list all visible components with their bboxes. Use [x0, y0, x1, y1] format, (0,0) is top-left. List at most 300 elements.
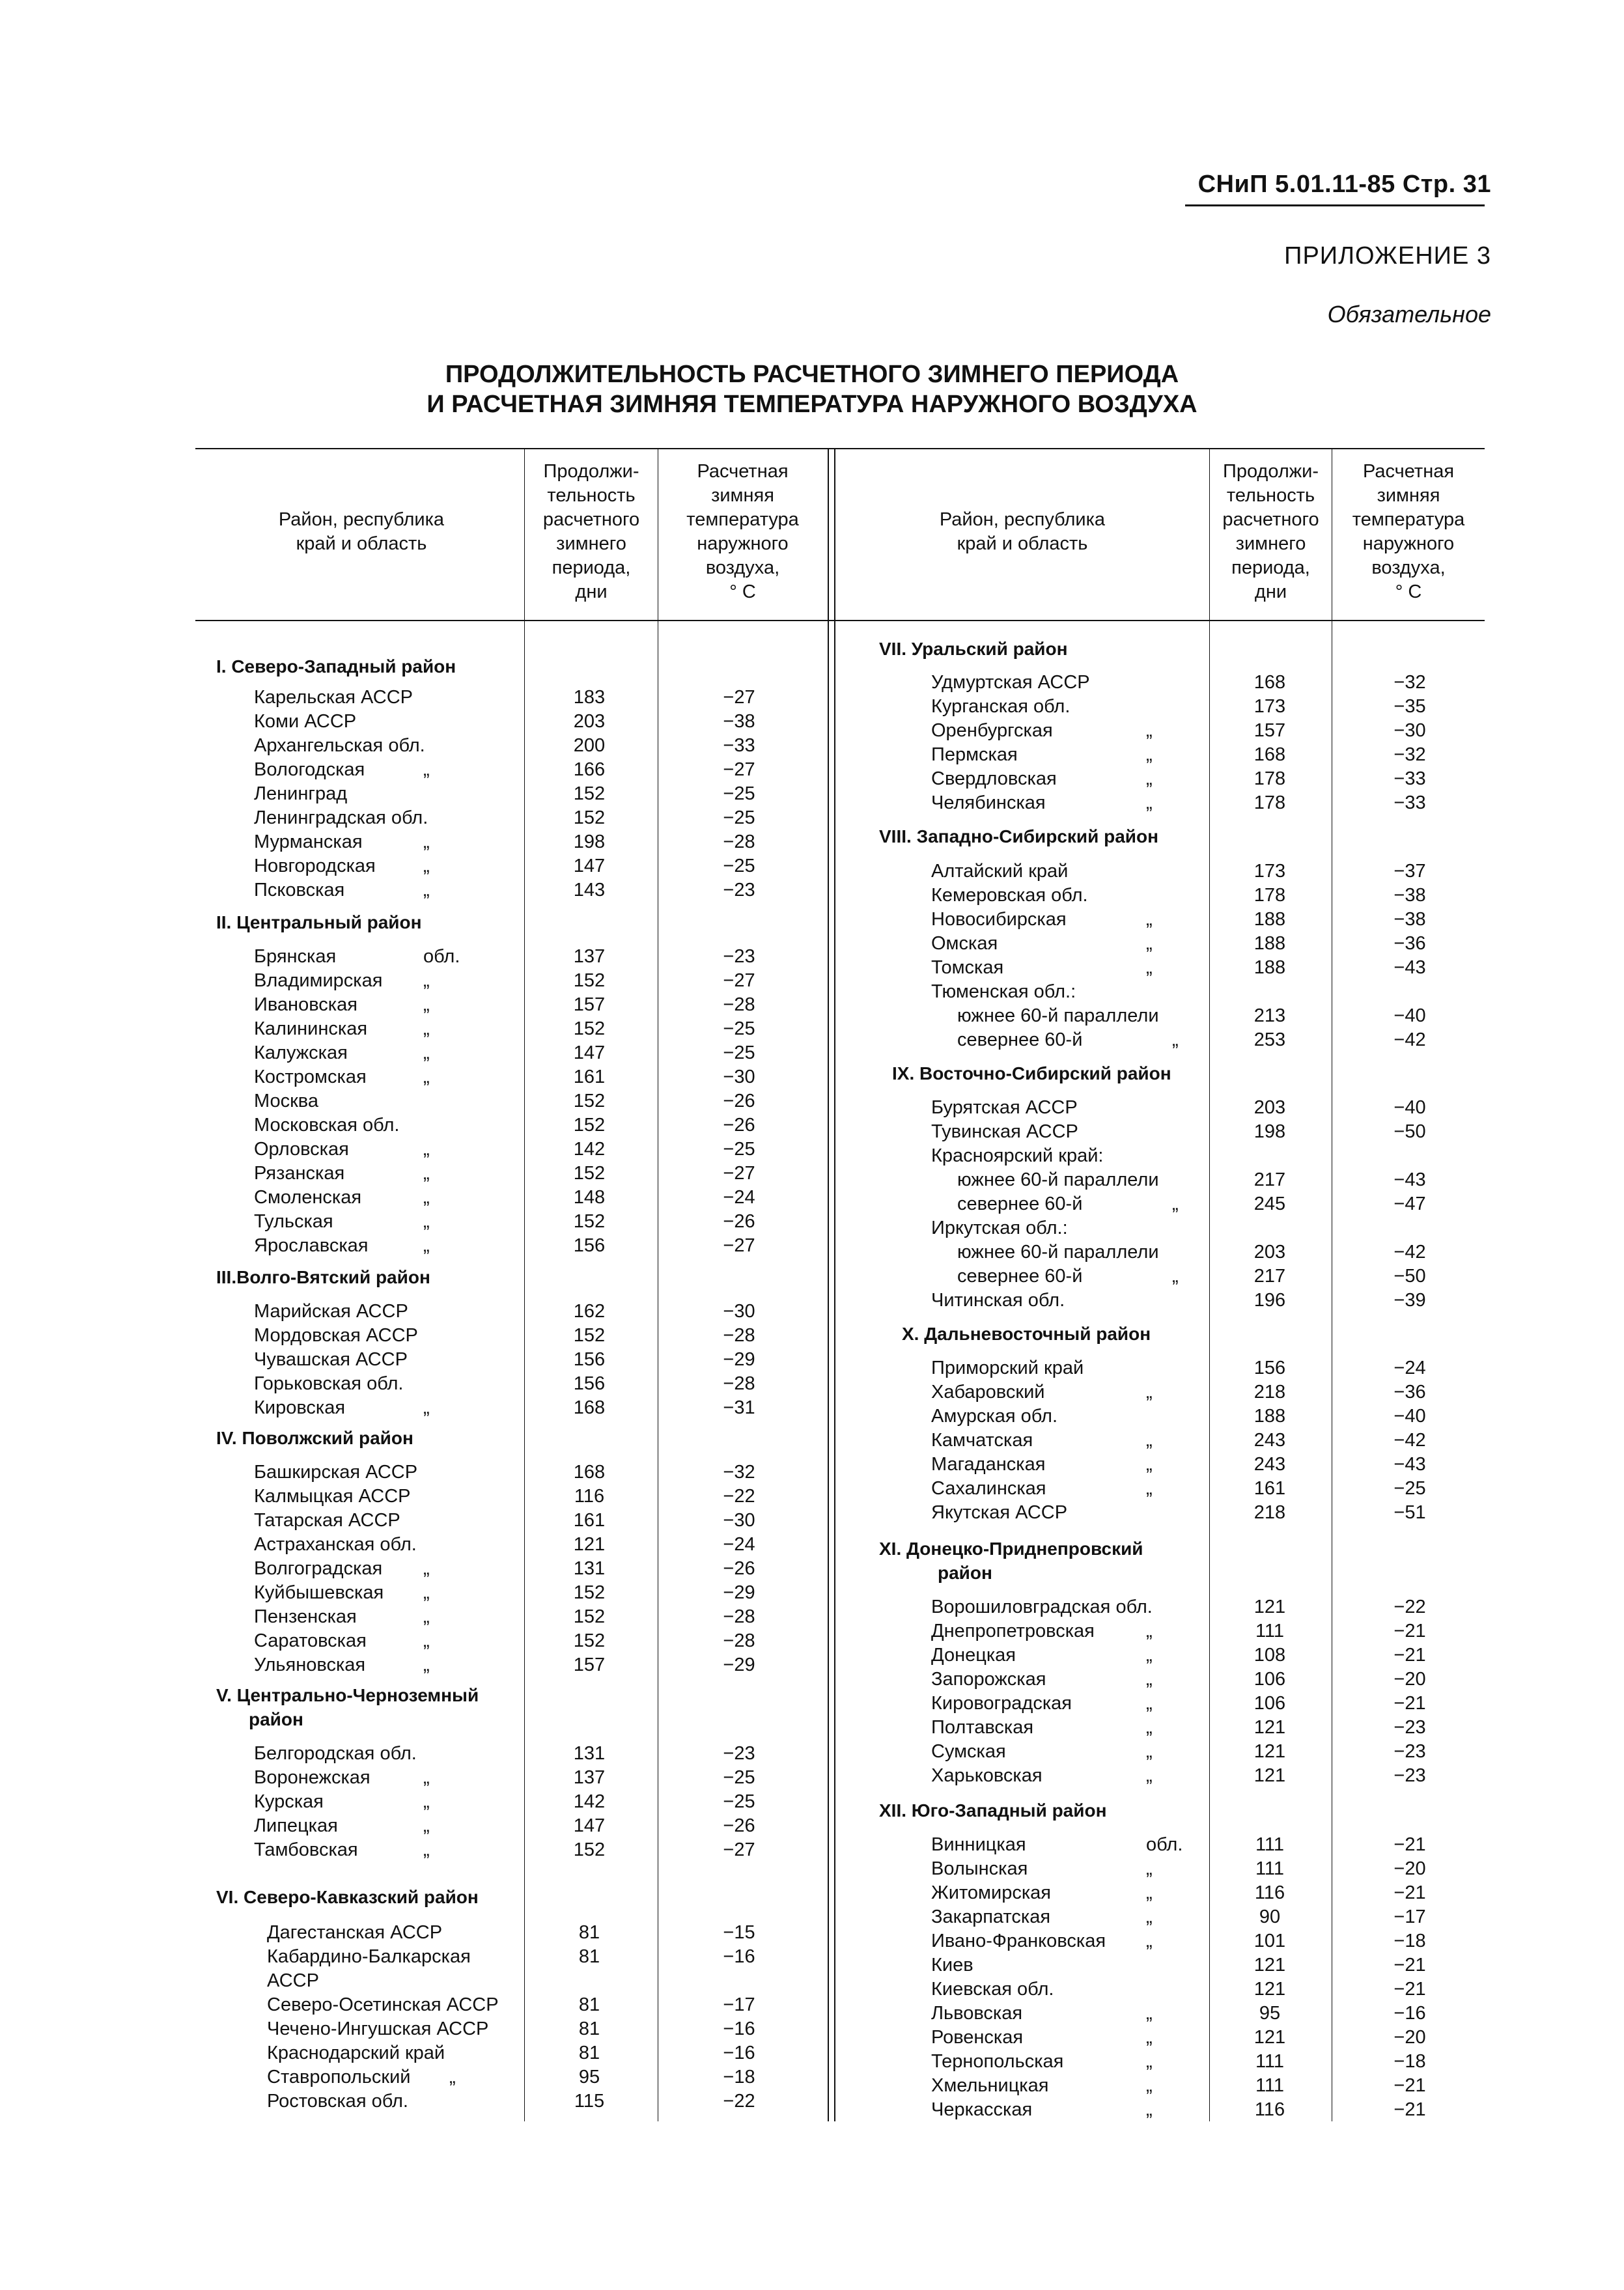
duration-days: 116: [574, 1486, 605, 1507]
center-divider-a: [828, 448, 829, 2121]
duration-header-line: зимнего: [1235, 533, 1306, 554]
region-header-line: Район, республика: [939, 509, 1106, 530]
region-header-line: край и область: [957, 533, 1088, 554]
design-temperature: −23: [1393, 1765, 1426, 1786]
duration-days: 152: [573, 1582, 606, 1603]
design-temperature: −16: [723, 1946, 755, 1967]
duration-days: 156: [573, 1235, 606, 1256]
design-temperature: −32: [723, 1462, 755, 1483]
area-name: южнее 60-й параллели: [957, 1169, 1159, 1190]
design-temperature: −17: [1393, 1906, 1426, 1927]
duration-days: 131: [573, 1743, 606, 1764]
area-name: Волгоградская: [254, 1558, 383, 1579]
design-temperature: −23: [723, 946, 755, 967]
region-group-name: XII. Юго-Западный район: [879, 1800, 1107, 1821]
title-line-2: И РАСЧЕТНАЯ ЗИМНЯЯ ТЕМПЕРАТУРА НАРУЖНОГО ВОЗДУХА: [427, 391, 1197, 418]
design-temperature: −25: [723, 1042, 755, 1063]
duration-days: 196: [1253, 1290, 1286, 1311]
area-name: Ульяновская: [254, 1655, 366, 1675]
duration-days: 152: [573, 1606, 606, 1627]
design-temperature: −26: [723, 1815, 755, 1836]
duration-days: 152: [573, 1163, 606, 1184]
duration-days: 108: [1253, 1645, 1286, 1666]
design-temperature: −20: [1393, 2027, 1426, 2048]
design-temperature: −24: [723, 1187, 755, 1208]
duration-days: 142: [573, 1791, 606, 1812]
design-temperature: −51: [1393, 1502, 1426, 1523]
area-name: Якутская АССР: [931, 1502, 1068, 1523]
area-name: Хабаровский: [931, 1382, 1045, 1403]
temperature-header-line: воздуха,: [1371, 557, 1446, 578]
duration-days: 166: [573, 759, 606, 780]
design-temperature: −16: [723, 2018, 755, 2039]
ditto-mark: обл.: [1146, 1834, 1183, 1855]
design-temperature: −25: [723, 856, 755, 876]
region-group-name: V. Центрально-Черноземный: [216, 1685, 479, 1705]
center-divider-b: [834, 448, 835, 2121]
design-temperature: −30: [723, 1301, 755, 1322]
duration-days: 90: [1259, 1906, 1281, 1927]
design-temperature: −40: [1393, 1097, 1426, 1118]
ditto-mark: „: [1146, 1382, 1153, 1403]
area-name: Москва: [254, 1091, 319, 1111]
design-temperature: −23: [1393, 1741, 1426, 1762]
ditto-mark: „: [1146, 1906, 1153, 1927]
duration-days: 152: [573, 1115, 606, 1136]
left-duration-divider: [524, 448, 525, 2121]
ditto-mark: „: [423, 1791, 430, 1812]
duration-days: 137: [573, 1767, 606, 1788]
ditto-mark: „: [423, 1235, 430, 1256]
area-name: Киев: [931, 1955, 973, 1976]
duration-days: 188: [1253, 1406, 1286, 1427]
duration-days: 200: [573, 735, 606, 756]
area-name: Тульская: [254, 1211, 333, 1232]
design-temperature: −31: [723, 1397, 755, 1418]
ditto-mark: „: [1146, 744, 1153, 765]
area-name: Запорожская: [931, 1669, 1046, 1690]
area-name: Амурская обл.: [931, 1406, 1058, 1427]
duration-days: 161: [573, 1510, 606, 1531]
design-temperature: −40: [1393, 1406, 1426, 1427]
area-name: Карельская АССР: [254, 687, 413, 708]
duration-days: 162: [573, 1301, 606, 1322]
mandatory-label: Обязательное: [1327, 301, 1491, 328]
ditto-mark: „: [423, 970, 430, 991]
duration-days: 178: [1253, 792, 1286, 813]
duration-header-line: дни: [1254, 581, 1287, 602]
area-name: Рязанская: [254, 1163, 345, 1184]
ditto-mark: „: [1172, 1194, 1179, 1214]
design-temperature: −26: [723, 1211, 755, 1232]
ditto-mark: „: [423, 1606, 430, 1627]
duration-days: 95: [1259, 2003, 1281, 2024]
duration-days: 148: [573, 1187, 606, 1208]
region-group-name: X. Дальневосточный район: [902, 1324, 1151, 1344]
area-name: Курская: [254, 1791, 324, 1812]
duration-days: 198: [1253, 1121, 1286, 1142]
design-temperature: −18: [1393, 2051, 1426, 2072]
right-temperature-header: [1334, 460, 1483, 604]
temperature-header-line: ° С: [729, 581, 756, 602]
design-temperature: −50: [1393, 1266, 1426, 1287]
duration-days: 137: [573, 946, 606, 967]
ditto-mark: „: [1146, 2003, 1153, 2024]
duration-days: 152: [573, 1839, 606, 1860]
area-name: Красноярский край:: [931, 1145, 1104, 1166]
design-temperature: −28: [723, 1373, 755, 1394]
design-temperature: −29: [723, 1349, 755, 1370]
duration-days: 147: [573, 1042, 606, 1063]
duration-days: 147: [573, 856, 606, 876]
design-temperature: −43: [1393, 1454, 1426, 1475]
area-name: Вологодская: [254, 759, 365, 780]
area-name: Ленинград: [254, 783, 348, 804]
right-region-header: [840, 508, 1205, 556]
area-name: Томская: [931, 957, 1004, 978]
duration-days: 245: [1253, 1194, 1286, 1214]
duration-header-line: дни: [575, 581, 608, 602]
design-temperature: −38: [1393, 885, 1426, 906]
duration-days: 152: [573, 807, 606, 828]
area-name: Кировоградская: [931, 1693, 1072, 1714]
temperature-header-line: наружного: [1362, 533, 1455, 554]
region-group-name: VIII. Западно-Сибирский район: [879, 826, 1159, 846]
duration-days: 168: [1253, 672, 1286, 693]
design-temperature: −32: [1393, 672, 1426, 693]
design-temperature: −18: [1393, 1931, 1426, 1951]
temperature-header-line: Расчетная: [697, 461, 789, 482]
duration-days: 156: [573, 1349, 606, 1370]
region-header-line: Район, республика: [278, 509, 445, 530]
area-name: Оренбургская: [931, 720, 1053, 741]
ditto-mark: „: [423, 1067, 430, 1087]
duration-days: 217: [1253, 1169, 1286, 1190]
duration-days: 116: [1254, 2099, 1285, 2120]
title-line-1: ПРОДОЛЖИТЕЛЬНОСТЬ РАСЧЕТНОГО ЗИМНЕГО ПЕРИОДА: [445, 361, 1179, 388]
design-temperature: −27: [723, 970, 755, 991]
ditto-mark: „: [1146, 2099, 1153, 2120]
design-temperature: −27: [723, 1163, 755, 1184]
duration-days: 168: [1253, 744, 1286, 765]
area-name: Ростовская обл.: [267, 2091, 408, 2112]
area-name: Бурятская АССР: [931, 1097, 1078, 1118]
duration-days: 111: [1255, 2075, 1285, 2096]
area-name: Тамбовская: [254, 1839, 358, 1860]
duration-days: 111: [1255, 1858, 1285, 1879]
duration-days: 161: [1253, 1478, 1286, 1499]
right-duration-header: [1211, 460, 1330, 604]
duration-days: 121: [573, 1534, 606, 1555]
duration-header-line: тельность: [547, 485, 636, 506]
ditto-mark: „: [423, 880, 430, 901]
design-temperature: −22: [723, 2091, 755, 2112]
duration-days: 111: [1255, 2051, 1285, 2072]
design-temperature: −21: [1393, 2075, 1426, 2096]
area-name: Татарская АССР: [254, 1510, 400, 1531]
area-name: Хмельницкая: [931, 2075, 1049, 2096]
ditto-mark: „: [1146, 1621, 1153, 1641]
duration-days: 152: [573, 1630, 606, 1651]
duration-header-line: Продолжи-: [1222, 461, 1319, 482]
ditto-mark: „: [1146, 792, 1153, 813]
area-name: Куйбышевская: [254, 1582, 384, 1603]
duration-days: 198: [573, 831, 606, 852]
area-name: Краснодарский край: [267, 2043, 445, 2063]
duration-days: 95: [578, 2067, 600, 2088]
design-temperature: −16: [1393, 2003, 1426, 2024]
design-temperature: −28: [723, 1606, 755, 1627]
area-name: Тувинская АССР: [931, 1121, 1078, 1142]
design-temperature: −23: [1393, 1717, 1426, 1738]
area-name: севернее 60-й: [957, 1266, 1083, 1287]
ditto-mark: „: [1146, 1693, 1153, 1714]
duration-header-line: зимнего: [556, 533, 626, 554]
area-name: Ленинградская обл.: [254, 807, 428, 828]
duration-days: 156: [1253, 1358, 1286, 1378]
duration-days: 116: [1254, 1882, 1285, 1903]
area-name: Волынская: [931, 1858, 1028, 1879]
duration-days: 168: [573, 1397, 606, 1418]
design-temperature: −22: [1393, 1597, 1426, 1617]
area-name: Мурманская: [254, 831, 363, 852]
area-name: Магаданская: [931, 1454, 1046, 1475]
duration-days: 81: [578, 1946, 600, 1967]
area-name: Дагестанская АССР: [267, 1922, 443, 1943]
duration-days: 203: [573, 711, 606, 732]
duration-days: 121: [1253, 1955, 1286, 1976]
area-name: Горьковская обл.: [254, 1373, 404, 1394]
design-temperature: −25: [723, 807, 755, 828]
duration-days: 243: [1253, 1430, 1286, 1451]
ditto-mark: „: [423, 1558, 430, 1579]
design-temperature: −27: [723, 687, 755, 708]
ditto-mark: „: [423, 1018, 430, 1039]
design-temperature: −25: [723, 1791, 755, 1812]
duration-days: 157: [573, 1655, 606, 1675]
area-name: Калужская: [254, 1042, 348, 1063]
ditto-mark: „: [423, 1655, 430, 1675]
area-name: Архангельская обл.: [254, 735, 425, 756]
ditto-mark: „: [1146, 1454, 1153, 1475]
area-name: Курганская обл.: [931, 696, 1071, 717]
area-name: Винницкая: [931, 1834, 1026, 1855]
design-temperature: −30: [723, 1510, 755, 1531]
ditto-mark: „: [423, 994, 430, 1015]
ditto-mark: „: [1146, 1669, 1153, 1690]
area-name: Черкасская: [931, 2099, 1033, 2120]
ditto-mark: „: [1146, 2075, 1153, 2096]
area-name: Тернопольская: [931, 2051, 1064, 2072]
ditto-mark: „: [1172, 1029, 1179, 1050]
design-temperature: −33: [1393, 792, 1426, 813]
ditto-mark: „: [423, 759, 430, 780]
duration-header-line: тельность: [1226, 485, 1315, 506]
region-group-name: III.Волго-Вятский район: [216, 1267, 430, 1287]
region-group-name: VI. Северо-Кавказский район: [216, 1887, 479, 1907]
left-region-header: [202, 508, 521, 556]
document-code: СНиП 5.01.11-85 Стр. 31: [1197, 171, 1491, 198]
duration-header-line: Продолжи-: [543, 461, 639, 482]
area-name: Мордовская АССР: [254, 1325, 418, 1346]
duration-days: 203: [1253, 1242, 1286, 1263]
design-temperature: −23: [723, 880, 755, 901]
duration-days: 253: [1253, 1029, 1286, 1050]
duration-days: 178: [1253, 885, 1286, 906]
duration-days: 156: [573, 1373, 606, 1394]
area-name: Ярославская: [254, 1235, 369, 1256]
design-temperature: −33: [1393, 768, 1426, 789]
area-name: Кировская: [254, 1397, 346, 1418]
area-name: Кабардино-Балкарская: [267, 1946, 471, 1967]
duration-days: 213: [1253, 1005, 1286, 1026]
temperature-header-line: температура: [686, 509, 799, 530]
duration-days: 188: [1253, 933, 1286, 954]
duration-days: 143: [573, 880, 606, 901]
area-name: Чувашская АССР: [254, 1349, 408, 1370]
design-temperature: −33: [723, 735, 755, 756]
area-name: Новгородская: [254, 856, 376, 876]
design-temperature: −25: [723, 1767, 755, 1788]
area-name: севернее 60-й: [957, 1029, 1083, 1050]
design-temperature: −38: [723, 711, 755, 732]
duration-header-line: расчетного: [542, 509, 640, 530]
ditto-mark: „: [1146, 1931, 1153, 1951]
duration-days: 81: [578, 2018, 600, 2039]
temperature-header-line: воздуха,: [705, 557, 780, 578]
area-name: Калмыцкая АССР: [254, 1486, 411, 1507]
design-temperature: −21: [1393, 1882, 1426, 1903]
duration-days: 121: [1253, 1741, 1286, 1762]
area-name: Владимирская: [254, 970, 383, 991]
table-title: [0, 359, 1624, 419]
ditto-mark: „: [1146, 957, 1153, 978]
area-name: Донецкая: [931, 1645, 1016, 1666]
design-temperature: −26: [723, 1558, 755, 1579]
temperature-header-line: зимняя: [1377, 485, 1440, 506]
design-temperature: −28: [723, 1325, 755, 1346]
area-name: Удмуртская АССР: [931, 672, 1090, 693]
duration-days: 217: [1253, 1266, 1286, 1287]
duration-days: 111: [1255, 1834, 1285, 1855]
design-temperature: −36: [1393, 933, 1426, 954]
area-name: Камчатская: [931, 1430, 1033, 1451]
ditto-mark: „: [423, 856, 430, 876]
design-temperature: −24: [1393, 1358, 1426, 1378]
area-name: южнее 60-й параллели: [957, 1242, 1159, 1263]
duration-days: 81: [578, 1994, 600, 2015]
area-name: Омская: [931, 933, 998, 954]
design-temperature: −21: [1393, 2099, 1426, 2120]
duration-days: 152: [573, 1091, 606, 1111]
design-temperature: −50: [1393, 1121, 1426, 1142]
duration-header-line: расчетного: [1222, 509, 1319, 530]
temperature-header-line: зимняя: [711, 485, 774, 506]
region-header-line: край и область: [296, 533, 427, 554]
design-temperature: −26: [723, 1091, 755, 1111]
duration-days: 173: [1253, 696, 1286, 717]
duration-days: 101: [1253, 1931, 1286, 1951]
area-name: севернее 60-й: [957, 1194, 1083, 1214]
table-top-rule: [195, 448, 1485, 449]
area-name: Житомирская: [931, 1882, 1051, 1903]
area-name: Челябинская: [931, 792, 1046, 813]
area-name: Львовская: [931, 2003, 1023, 2024]
design-temperature: −25: [723, 1139, 755, 1160]
ditto-mark: „: [1146, 1882, 1153, 1903]
duration-days: 81: [578, 1922, 600, 1943]
ditto-mark: „: [423, 1042, 430, 1063]
design-temperature: −42: [1393, 1029, 1426, 1050]
design-temperature: −42: [1393, 1242, 1426, 1263]
area-name: Ворошиловградская обл.: [931, 1597, 1153, 1617]
duration-header-line: периода,: [1231, 557, 1310, 578]
area-name: Свердловская: [931, 768, 1057, 789]
area-name: Саратовская: [254, 1630, 367, 1651]
ditto-mark: „: [1146, 2027, 1153, 2048]
area-name: Ровенская: [931, 2027, 1024, 2048]
ditto-mark: „: [1146, 768, 1153, 789]
area-name: Воронежская: [254, 1767, 371, 1788]
design-temperature: −28: [723, 994, 755, 1015]
duration-days: 106: [1253, 1693, 1286, 1714]
design-temperature: −21: [1393, 1979, 1426, 2000]
duration-days: 152: [573, 970, 606, 991]
ditto-mark: „: [1146, 720, 1153, 741]
duration-days: 218: [1253, 1502, 1286, 1523]
area-name: Приморский край: [931, 1358, 1084, 1378]
ditto-mark: „: [423, 1630, 430, 1651]
region-group-name: II. Центральный район: [216, 912, 422, 932]
ditto-mark: „: [423, 1211, 430, 1232]
design-temperature: −42: [1393, 1430, 1426, 1451]
table-header-rule: [195, 620, 1485, 621]
area-name: Орловская: [254, 1139, 349, 1160]
design-temperature: −26: [723, 1115, 755, 1136]
duration-days: 152: [573, 1211, 606, 1232]
ditto-mark: „: [423, 831, 430, 852]
area-name: Белгородская обл.: [254, 1743, 417, 1764]
design-temperature: −30: [1393, 720, 1426, 741]
duration-days: 121: [1253, 1597, 1286, 1617]
area-name: Новосибирская: [931, 909, 1067, 930]
design-temperature: −38: [1393, 909, 1426, 930]
area-name: Днепропетровская: [931, 1621, 1095, 1641]
area-name: Башкирская АССР: [254, 1462, 418, 1483]
area-name: Иркутская обл.:: [931, 1218, 1068, 1238]
design-temperature: −39: [1393, 1290, 1426, 1311]
area-name: Коми АССР: [254, 711, 357, 732]
duration-days: 121: [1253, 1717, 1286, 1738]
area-name: Закарпатская: [931, 1906, 1051, 1927]
duration-days: 152: [573, 1325, 606, 1346]
duration-days: 173: [1253, 861, 1286, 882]
ditto-mark: „: [1146, 909, 1153, 930]
ditto-mark: обл.: [423, 946, 460, 967]
area-name: Брянская: [254, 946, 337, 967]
duration-days: 178: [1253, 768, 1286, 789]
area-name: Ивановская: [254, 994, 357, 1015]
area-name: Северо-Осетинская АССР: [267, 1994, 499, 2015]
temperature-header-line: Расчетная: [1362, 461, 1455, 482]
duration-days: 218: [1253, 1382, 1286, 1403]
region-group-name: XI. Донецко-Приднепровский: [879, 1539, 1143, 1559]
design-temperature: −27: [723, 759, 755, 780]
duration-days: 161: [573, 1067, 606, 1087]
duration-days: 115: [574, 2091, 605, 2112]
area-name: Смоленская: [254, 1187, 362, 1208]
duration-days: 111: [1255, 1621, 1285, 1641]
